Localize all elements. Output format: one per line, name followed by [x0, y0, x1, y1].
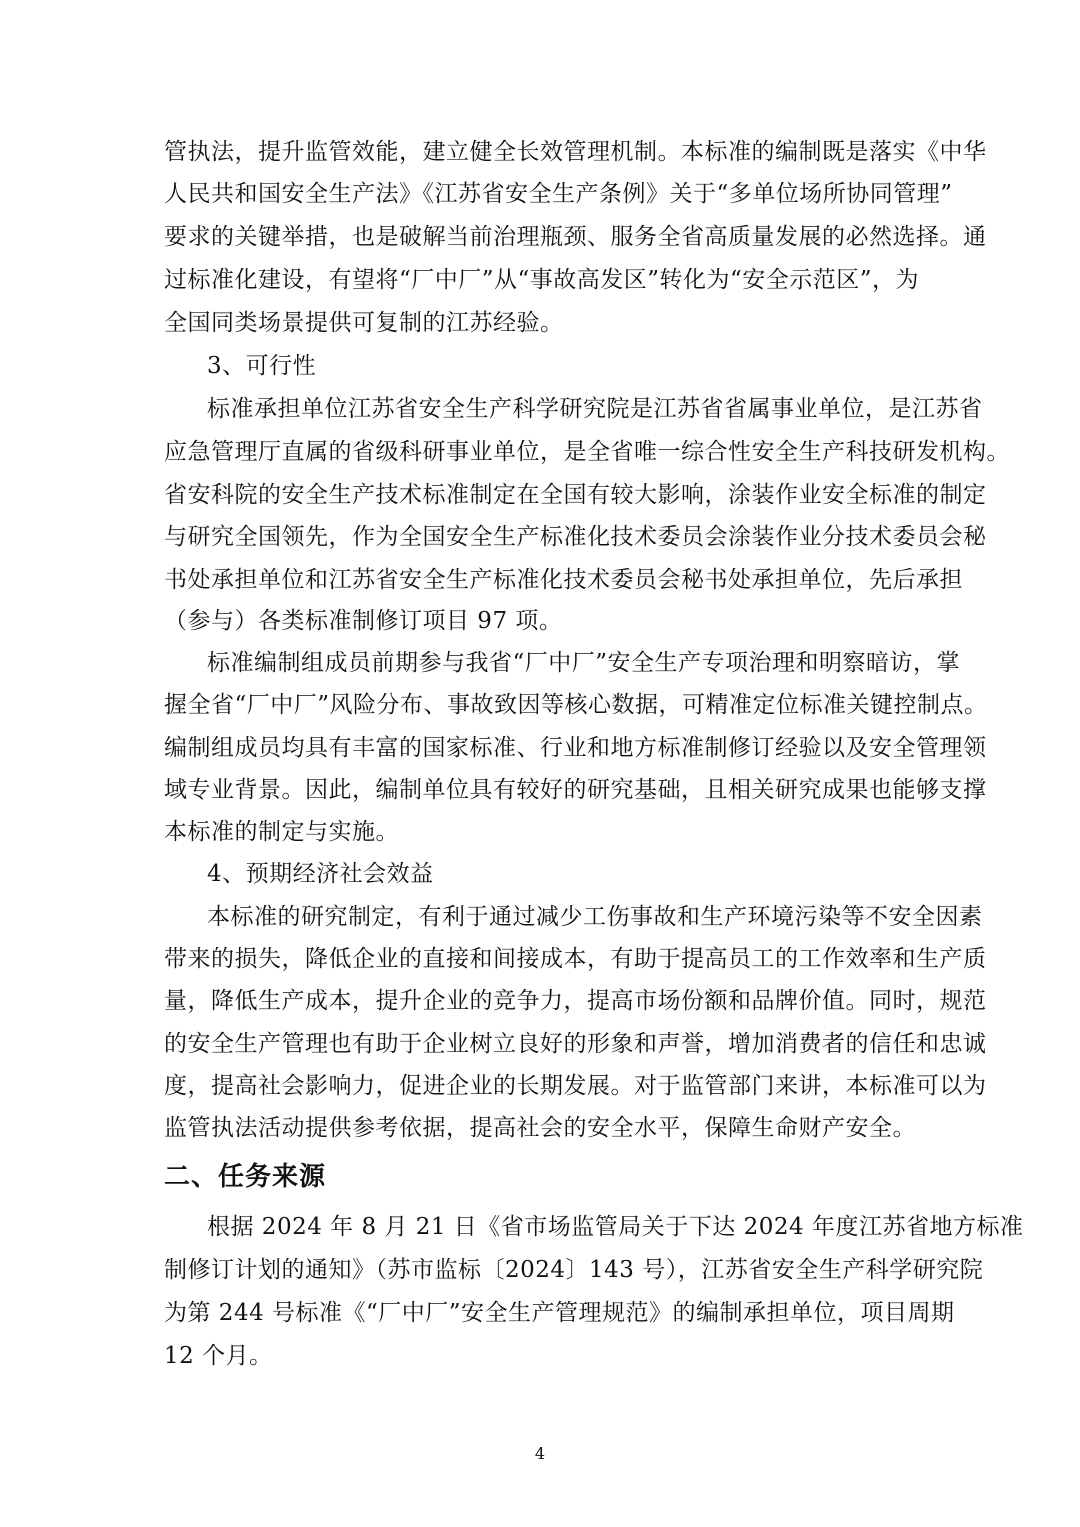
- feasibility-p2-line-2: 握全省“厂中厂”风险分布、事故致因等核心数据，可精准定位标准关键控制点。: [164, 692, 988, 718]
- feasibility-p2-line-3: 编制组成员均具有丰富的国家标准、行业和地方标准制修订经验以及安全管理领: [164, 735, 987, 761]
- task-source-line-3: 为第 244 号标准《“厂中厂”安全生产管理规范》的编制承担单位，项目周期: [164, 1300, 955, 1326]
- benefits-title: 4、预期经济社会效益: [207, 861, 434, 887]
- intro-line-3: 要求的关键举措，也是破解当前治理瓶颈、服务全省高质量发展的必然选择。通: [164, 224, 987, 250]
- benefits-line-5: 度，提高社会影响力，促进企业的长期发展。对于监管部门来讲，本标准可以为: [164, 1073, 987, 1099]
- intro-line-2: 人民共和国安全生产法》《江苏省安全生产条例》关于“多单位场所协同管理”: [164, 181, 953, 207]
- feasibility-p1-line-2: 应急管理厅直属的省级科研事业单位，是全省唯一综合性安全生产科技研发机构。: [164, 439, 1010, 465]
- feasibility-p2-line-1: 标准编制组成员前期参与我省“厂中厂”安全生产专项治理和明察暗访，掌: [207, 650, 961, 676]
- feasibility-p2-line-5: 本标准的制定与实施。: [164, 819, 399, 845]
- task-source-line-4: 12 个月。: [164, 1343, 273, 1369]
- intro-line-5: 全国同类场景提供可复制的江苏经验。: [164, 310, 564, 336]
- feasibility-p1-line-1: 标准承担单位江苏省安全生产科学研究院是江苏省省属事业单位，是江苏省: [207, 396, 983, 422]
- benefits-line-4: 的安全生产管理也有助于企业树立良好的形象和声誉，增加消费者的信任和忠诚: [164, 1031, 987, 1057]
- feasibility-title: 3、可行性: [207, 353, 317, 379]
- benefits-line-1: 本标准的研究制定，有利于通过减少工伤事故和生产环境污染等不安全因素: [207, 904, 983, 930]
- benefits-line-6: 监管执法活动提供参考依据，提高社会的安全水平，保障生命财产安全。: [164, 1115, 916, 1141]
- feasibility-p1-line-6: （参与）各类标准制修订项目 97 项。: [164, 608, 563, 634]
- benefits-line-2: 带来的损失，降低企业的直接和间接成本，有助于提高员工的工作效率和生产质: [164, 946, 987, 972]
- feasibility-p1-line-3: 省安科院的安全生产技术标准制定在全国有较大影响，涂装作业安全标准的制定: [164, 482, 987, 508]
- task-source-line-1: 根据 2024 年 8 月 21 日《省市场监管局关于下达 2024 年度江苏省地方标准: [207, 1214, 1024, 1240]
- feasibility-p2-line-4: 域专业背景。因此，编制单位具有较好的研究基础，且相关研究成果也能够支撑: [164, 777, 987, 803]
- task-source-heading: 二、任务来源: [164, 1162, 327, 1192]
- feasibility-p1-line-5: 书处承担单位和江苏省安全生产标准化技术委员会秘书处承担单位，先后承担: [164, 567, 963, 593]
- page-number: 4: [534, 1444, 546, 1463]
- intro-line-4: 过标准化建设，有望将“厂中厂”从“事故高发区”转化为“安全示范区”，为: [164, 267, 920, 293]
- intro-line-1: 管执法，提升监管效能，建立健全长效管理机制。本标准的编制既是落实《中华: [164, 139, 987, 165]
- task-source-line-2: 制修订计划的通知》（苏市监标〔2024〕143 号），江苏省安全生产科学研究院: [164, 1257, 984, 1283]
- benefits-line-3: 量，降低生产成本，提升企业的竞争力，提高市场份额和品牌价值。同时，规范: [164, 988, 987, 1014]
- feasibility-p1-line-4: 与研究全国领先，作为全国安全生产标准化技术委员会涂装作业分技术委员会秘: [164, 524, 987, 550]
